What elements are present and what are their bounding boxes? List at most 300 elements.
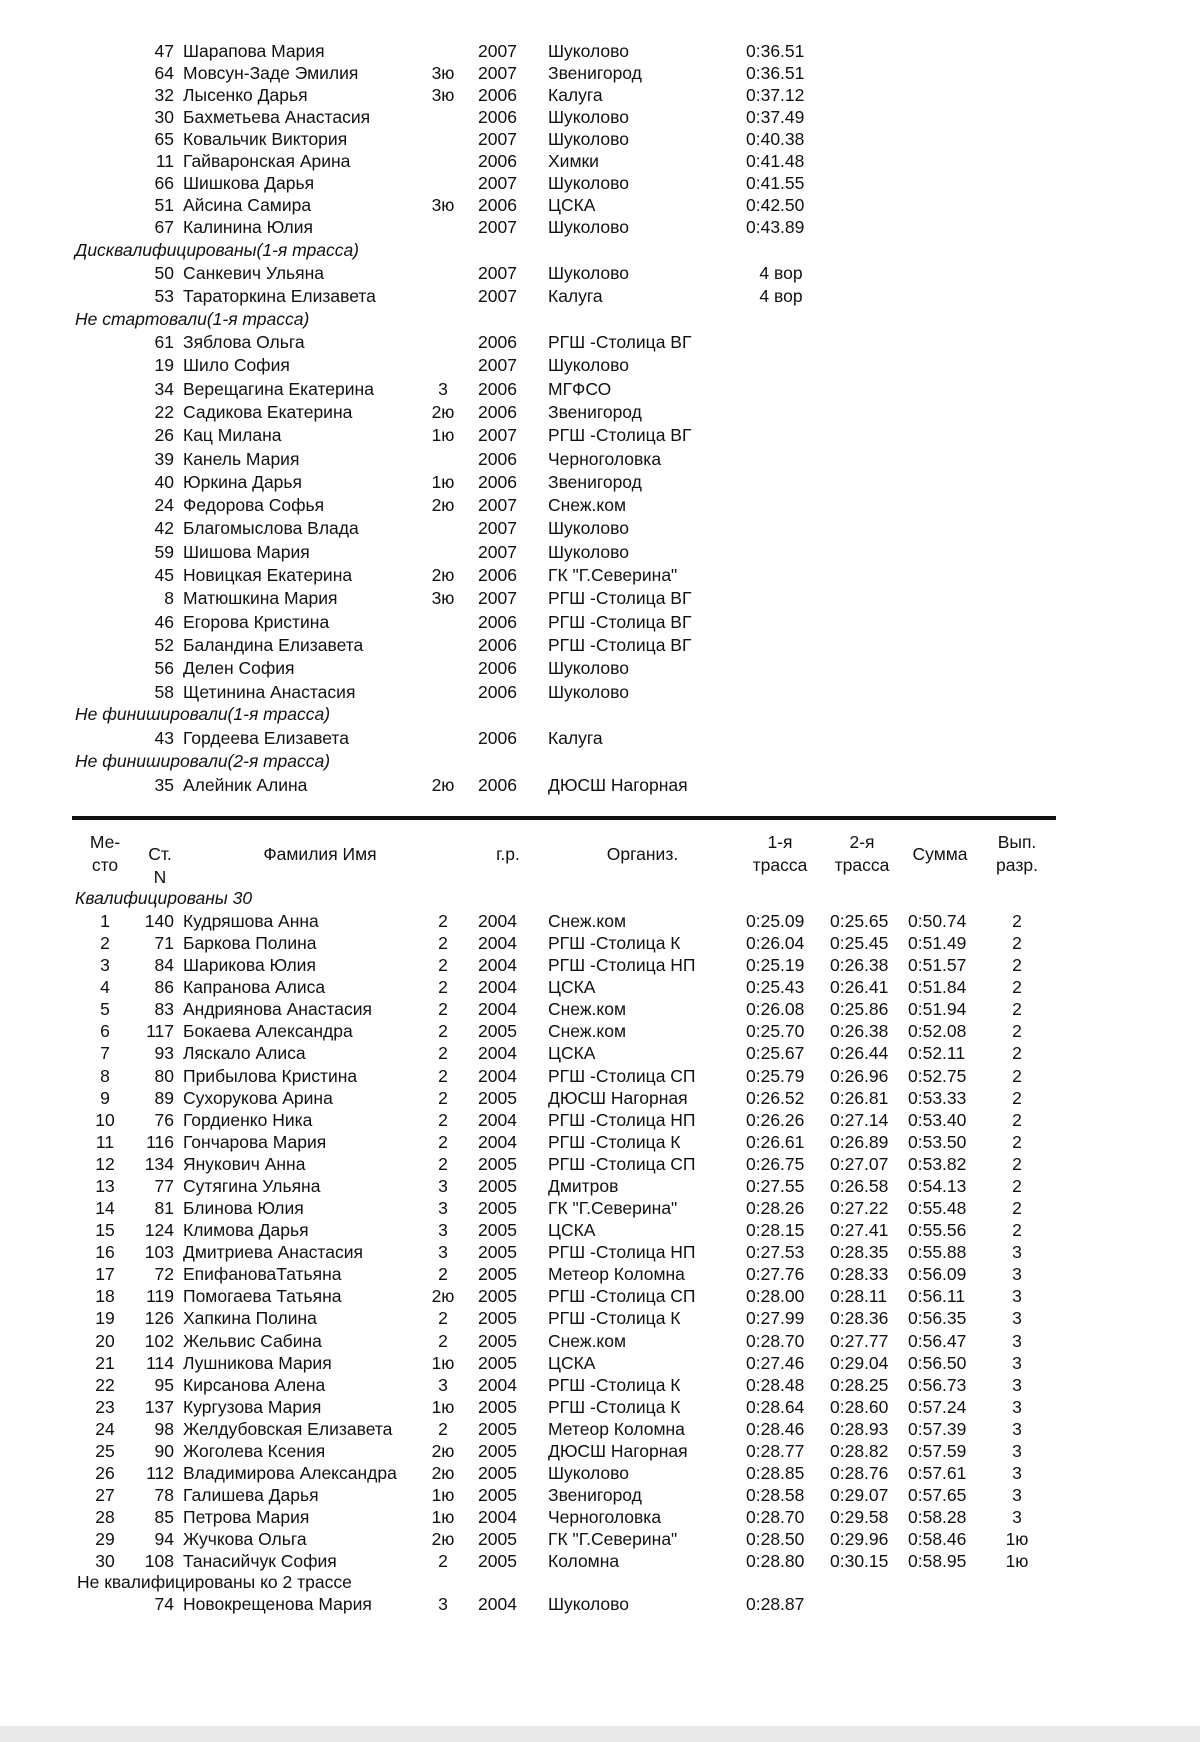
bib-number: 51 [154,195,174,215]
bib-number: 102 [144,1330,174,1351]
bib-number: 34 [154,378,174,399]
bib-number: 90 [154,1440,174,1461]
birth-year: 2006 [478,728,517,748]
total-time: 0:56.47 [908,1330,967,1351]
organization: РГШ -Столица ВГ [548,611,692,632]
athlete-name: Помогаева Татьяна [183,1286,342,1307]
run-1-time: 0:28.50 [746,1529,805,1550]
run-2-time: 0:27.14 [830,1109,889,1130]
run-1-time: 0:37.49 [746,107,805,127]
bib-number: 86 [154,977,174,998]
organization: Шуколово [548,681,629,702]
total-time: 0:58.28 [908,1507,967,1528]
bib-number: 126 [144,1308,174,1329]
organization: РГШ -Столица К [548,1374,681,1395]
athlete-name: Жельвис Сабина [183,1330,322,1351]
organization: РГШ -Столица СП [548,1065,696,1086]
run-1-time: 0:25.19 [746,955,805,976]
rank-achieved: 3 [1012,1308,1022,1329]
table-row [0,1020,1200,1042]
table-row [0,998,1200,1020]
birth-year: 2006 [478,401,517,422]
athlete-name: Андриянова Анастасия [183,999,372,1020]
run-2-time: 0:26.38 [830,1021,889,1042]
run-1-time: 0:27.53 [746,1242,805,1263]
run-1-time: 0:42.50 [746,195,805,215]
run-2-time: 0:28.11 [830,1286,888,1307]
bib-number: 117 [146,1021,174,1042]
bib-number: 56 [154,658,174,679]
athlete-name: Канель Мария [183,448,300,469]
run-1-time: 0:27.55 [746,1175,805,1196]
sport-rank: 2 [438,977,448,998]
place: 1 [100,911,110,931]
place: 5 [100,999,110,1020]
organization: МГФСО [548,378,612,399]
result-row [0,774,1200,796]
sport-rank: 2 [438,955,448,976]
rank-achieved: 3 [1012,1374,1022,1395]
sport-rank: 2 [438,1087,448,1108]
organization: ЦСКА [548,977,596,998]
rank-achieved: 3 [1012,1507,1022,1528]
run-2-time: 0:26.58 [830,1175,889,1196]
birth-year: 2006 [478,775,517,795]
table-row [0,1352,1200,1374]
birth-year: 2005 [478,1418,517,1439]
birth-year: 2005 [478,1396,517,1417]
total-time: 0:57.24 [908,1396,967,1417]
sport-rank: 2 [438,1131,448,1152]
organization: РГШ -Столица К [548,1131,681,1152]
birth-year: 2005 [478,1463,517,1483]
bib-number: 46 [154,611,174,632]
athlete-name: Зяблова Ольга [183,332,305,352]
birth-year: 2004 [478,1374,517,1395]
total-time: 0:56.35 [908,1308,967,1329]
place: 4 [100,977,110,998]
rank-achieved: 1ю [1005,1551,1029,1572]
result-row [0,106,1200,128]
athlete-name: Желдубовская Елизавета [183,1418,393,1439]
place: 25 [95,1440,115,1461]
athlete-name: Кудряшова Анна [183,911,319,931]
section-did-not-finish-run-2: Не финишировали(2-я трасса) [75,751,331,771]
organization: Химки [548,151,599,171]
run-1-time: 0:28.85 [746,1463,805,1483]
run-2-time: 0:27.41 [830,1220,889,1241]
run-1-time: 0:28.64 [746,1396,805,1417]
birth-year: 2007 [478,173,517,193]
bib-number: 124 [144,1220,174,1241]
bib-number: 78 [154,1485,174,1506]
organization: ЦСКА [548,1352,596,1373]
run-1-time: 0:28.58 [746,1485,805,1506]
athlete-name: Блинова Юлия [183,1198,304,1219]
birth-year: 2006 [478,332,517,352]
sport-rank: 3 [438,1220,448,1241]
run-2-time: 0:27.77 [830,1330,889,1351]
run-1-time: 0:26.61 [746,1131,805,1152]
place: 17 [95,1264,115,1285]
total-time: 0:55.56 [908,1220,967,1241]
bib-number: 45 [154,565,174,585]
table-row [0,1440,1200,1462]
organization: РГШ -Столица К [548,933,681,954]
birth-year: 2004 [478,1109,517,1130]
sport-rank: 2 [438,1308,448,1329]
birth-year: 2004 [478,955,517,976]
total-time: 0:53.50 [908,1131,967,1152]
place: 10 [95,1109,115,1130]
result-row [0,424,1200,446]
organization: РГШ -Столица СП [548,1153,696,1174]
sport-rank: 2 [438,1043,448,1064]
header-name: Фамилия Имя [263,844,377,864]
birth-year: 2007 [478,425,517,446]
bib-number: 83 [154,999,174,1020]
result-row [0,216,1200,238]
section-did-not-start: Не стартовали(1-я трасса) [75,309,310,329]
organization: РГШ -Столица К [548,1308,681,1329]
athlete-name: Новицкая Екатерина [183,565,353,585]
organization: Калуга [548,286,603,306]
header-number: Ст. N [148,844,172,887]
bib-number: 94 [154,1529,174,1550]
organization: Калуга [548,728,603,748]
athlete-name: Егорова Кристина [183,611,330,632]
rank-achieved: 2 [1012,1131,1022,1152]
bib-number: 8 [164,588,174,609]
table-row [0,976,1200,998]
organization: РГШ -Столица К [548,1396,681,1417]
place: 16 [95,1242,115,1263]
birth-year: 2005 [478,1308,517,1329]
birth-year: 2005 [478,1352,517,1373]
bib-number: 32 [154,85,174,105]
run-1-time: 0:25.43 [746,977,805,998]
run-1-time: 0:28.46 [746,1418,805,1439]
athlete-name: Делен София [183,658,295,679]
birth-year: 2005 [478,1286,517,1307]
table-row [0,1153,1200,1175]
athlete-name: Шарикова Юлия [183,955,316,976]
place: 19 [95,1308,115,1329]
birth-year: 2006 [478,151,517,171]
total-time: 0:58.46 [908,1529,967,1550]
run-1-time: 0:28.80 [746,1551,805,1572]
place: 9 [100,1087,110,1108]
result-row [0,354,1200,376]
run-1-time: 0:27.99 [746,1308,805,1329]
place: 3 [100,955,110,976]
athlete-name: Благомыслова Влада [183,518,359,539]
bib-number: 114 [146,1352,174,1373]
athlete-name: Щетинина Анастасия [183,681,356,702]
sport-rank: 3ю [431,85,455,105]
table-row [0,1484,1200,1506]
birth-year: 2005 [478,1440,517,1461]
total-time: 0:57.59 [908,1440,967,1461]
total-time: 0:54.13 [908,1175,967,1196]
run-2-time: 0:28.36 [830,1308,889,1329]
birth-year: 2004 [478,1065,517,1086]
rank-achieved: 3 [1012,1418,1022,1439]
sport-rank: 3 [438,1374,448,1395]
sport-rank: 3 [438,1198,448,1219]
table-row [0,1131,1200,1153]
result-row [0,494,1200,516]
bib-number: 67 [154,217,174,237]
organization: Звенигород [548,1485,642,1506]
organization: Снеж.ком [548,1021,627,1042]
dq-reason: 4 вор [759,286,803,306]
sport-rank: 1ю [431,1396,455,1417]
place: 24 [95,1418,115,1439]
athlete-name: Гордеева Елизавета [183,728,349,748]
bib-number: 47 [154,41,174,61]
total-time: 0:50.74 [908,911,967,931]
run-1-time: 0:25.67 [746,1043,805,1064]
organization: РГШ -Столица ВГ [548,332,692,352]
sport-rank: 1ю [431,1352,455,1373]
athlete-name: Шишкова Дарья [183,173,315,193]
sport-rank: 2 [438,1153,448,1174]
birth-year: 2006 [478,471,517,492]
table-row [0,954,1200,976]
athlete-name: Жоголева Ксения [183,1440,326,1461]
bib-number: 85 [154,1507,174,1528]
bib-number: 24 [154,495,174,516]
organization: Шуколово [548,658,629,679]
athlete-name: Лысенко Дарья [183,85,308,105]
run-2-time: 0:29.96 [830,1529,889,1550]
run-2-time: 0:27.07 [830,1153,889,1174]
sport-rank: 3 [438,1175,448,1196]
athlete-name: Шарапова Мария [183,41,325,61]
athlete-name: Танасийчук София [183,1551,337,1572]
athlete-name: Ляскало Алиса [183,1043,306,1064]
result-row [0,657,1200,679]
organization: Снеж.ком [548,495,627,516]
rank-achieved: 2 [1012,933,1022,954]
rank-achieved: 3 [1012,1330,1022,1351]
athlete-name: Матюшкина Мария [183,588,338,609]
total-time: 0:51.49 [908,933,967,954]
dq-reason: 4 вор [759,263,803,283]
bib-number: 95 [154,1374,174,1395]
birth-year: 2006 [478,681,517,702]
rank-achieved: 2 [1012,1220,1022,1241]
organization: ЦСКА [548,1220,596,1241]
rank-achieved: 2 [1012,1153,1022,1174]
organization: ДЮСШ Нагорная [548,775,688,795]
birth-year: 2007 [478,495,517,516]
athlete-name: Садикова Екатерина [183,401,353,422]
result-row [0,378,1200,400]
birth-year: 2007 [478,518,517,539]
athlete-name: Хапкина Полина [183,1308,317,1329]
rank-achieved: 2 [1012,977,1022,998]
total-time: 0:56.11 [908,1286,966,1307]
run-2-time: 0:28.82 [830,1440,889,1461]
organization: ЦСКА [548,1043,596,1064]
organization: РГШ -Столица ВГ [548,588,692,609]
table-row [0,1307,1200,1329]
total-time: 0:52.08 [908,1021,967,1042]
bib-number: 76 [154,1109,174,1130]
organization: РГШ -Столица ВГ [548,425,692,446]
run-2-time: 0:29.58 [830,1507,889,1528]
birth-year: 2004 [478,1594,517,1614]
birth-year: 2005 [478,1198,517,1219]
sport-rank: 3 [438,1242,448,1263]
result-row [0,285,1200,307]
place: 27 [95,1485,115,1506]
organization: Шуколово [548,1594,629,1614]
athlete-name: Бокаева Александра [183,1021,353,1042]
athlete-name: Кирсанова Алена [183,1374,326,1395]
run-1-time: 0:37.12 [746,85,805,105]
run-1-time: 0:41.48 [746,151,805,171]
rank-achieved: 2 [1012,999,1022,1020]
organization: ГК "Г.Северина" [548,565,678,585]
bib-number: 112 [146,1463,174,1483]
place: 7 [100,1043,110,1064]
birth-year: 2005 [478,1153,517,1174]
run-1-time: 0:40.38 [746,129,805,149]
result-row [0,471,1200,493]
table-row [0,1506,1200,1528]
organization: Шуколово [548,41,629,61]
header-birth-year: г.р. [496,844,520,864]
birth-year: 2005 [478,1330,517,1351]
run-1-time: 0:26.75 [746,1153,805,1174]
sport-rank: 2ю [431,775,455,795]
run-1-time: 0:28.70 [746,1330,805,1351]
organization: Метеор Коломна [548,1418,685,1439]
athlete-name: Сутягина Ульяна [183,1175,321,1196]
sport-rank: 2ю [431,1529,455,1550]
bib-number: 77 [154,1175,174,1196]
table-row [0,1462,1200,1484]
run-2-time: 0:27.22 [830,1198,889,1219]
place: 21 [95,1352,115,1373]
rank-achieved: 3 [1012,1242,1022,1263]
place: 28 [95,1507,115,1528]
birth-year: 2006 [478,85,517,105]
bib-number: 134 [144,1153,174,1174]
result-row [0,84,1200,106]
bib-number: 59 [154,541,174,562]
athlete-name: Федорова Софья [183,495,325,516]
result-row [0,727,1200,749]
athlete-name: Айсина Самира [183,195,312,215]
result-row [0,262,1200,284]
run-1-time: 0:28.48 [746,1374,805,1395]
athlete-name: Прибылова Кристина [183,1065,358,1086]
rank-achieved: 2 [1012,1021,1022,1042]
rank-achieved: 3 [1012,1485,1022,1506]
bib-number: 93 [154,1043,174,1064]
bib-number: 81 [154,1198,174,1219]
run-2-time: 0:26.38 [830,955,889,976]
run-1-time: 0:27.46 [746,1352,805,1373]
bib-number: 42 [154,518,174,539]
total-time: 0:51.84 [908,977,967,998]
birth-year: 2007 [478,286,517,306]
organization: Звенигород [548,471,642,492]
total-time: 0:57.61 [908,1463,967,1483]
birth-year: 2007 [478,355,517,376]
run-2-time: 0:25.86 [830,999,889,1020]
organization: Шуколово [548,518,629,539]
result-row [0,62,1200,84]
run-2-time: 0:28.93 [830,1418,889,1439]
section-qualified: Квалифицированы 30 [75,888,253,908]
athlete-name: Янукович Анна [183,1153,306,1174]
rank-achieved: 3 [1012,1352,1022,1373]
run-1-time: 0:28.87 [746,1594,805,1614]
sport-rank: 2ю [431,495,455,516]
total-time: 0:57.39 [908,1418,967,1439]
total-time: 0:53.40 [908,1109,967,1130]
bib-number: 116 [146,1131,174,1152]
organization: Шуколово [548,355,629,376]
table-row [0,1241,1200,1263]
run-2-time: 0:30.15 [830,1551,889,1572]
sport-rank: 2 [438,1109,448,1130]
birth-year: 2007 [478,129,517,149]
run-2-time: 0:29.07 [830,1485,889,1506]
organization: Черноголовка [548,1507,662,1528]
organization: Снеж.ком [548,999,627,1020]
organization: РГШ -Столица НП [548,1242,696,1263]
total-time: 0:56.09 [908,1264,967,1285]
section-divider [72,816,1056,820]
bib-number: 66 [154,173,174,193]
rank-achieved: 3 [1012,1440,1022,1461]
birth-year: 2004 [478,977,517,998]
birth-year: 2005 [478,1175,517,1196]
bib-number: 98 [154,1418,174,1439]
run-1-time: 0:28.00 [746,1286,805,1307]
organization: Шуколово [548,217,629,237]
athlete-name: Бахметьева Анастасия [183,107,371,127]
birth-year: 2007 [478,41,517,61]
table-row [0,1109,1200,1131]
athlete-name: Галишева Дарья [183,1485,319,1506]
birth-year: 2004 [478,1043,517,1064]
bib-number: 74 [154,1594,174,1614]
total-time: 0:56.73 [908,1374,967,1395]
bib-number: 89 [154,1087,174,1108]
table-row [0,1087,1200,1109]
result-row [0,611,1200,633]
result-row [0,587,1200,609]
athlete-name: Санкевич Ульяна [183,263,325,283]
bib-number: 103 [144,1242,174,1263]
table-row [0,1528,1200,1550]
run-2-time: 0:26.81 [830,1087,889,1108]
table-row [0,1263,1200,1285]
rank-achieved: 3 [1012,1463,1022,1483]
athlete-name: Гайваронская Арина [183,151,351,171]
run-1-time: 0:26.04 [746,933,805,954]
rank-achieved: 2 [1012,1087,1022,1108]
bib-number: 84 [154,955,174,976]
run-1-time: 0:36.51 [746,41,805,61]
